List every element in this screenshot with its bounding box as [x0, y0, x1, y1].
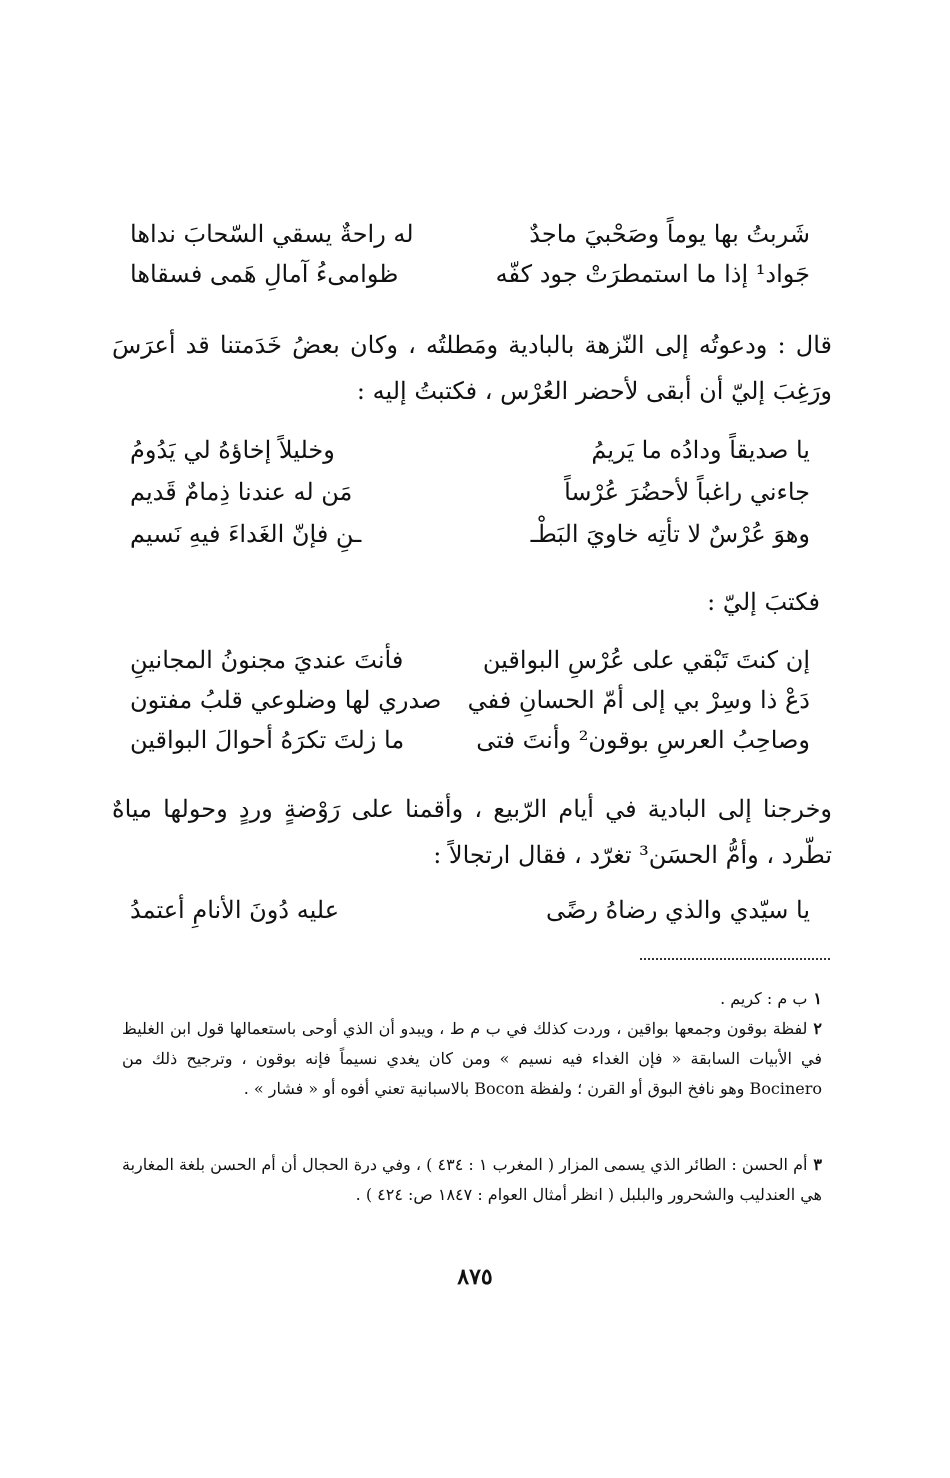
- verse-first-hemistich: إن كنتَ تَبْقي على عُرْسِ البواقين: [482, 646, 810, 674]
- verse-first-hemistich: جَواد¹ إذا ما استمطرَتْ جود كفّه: [495, 260, 810, 288]
- verse-second-hemistich: له راحةٌ يسقي السّحابَ نداها: [130, 220, 414, 248]
- footnote-text: لفظة بوقون وجمعها بواقين ، وردت كذلك في ب م ط ، ويبدو أن الذي أوحى باستعمالها قول ابن الغليظ في الأبيات السابقة « فإن الغداء فيه نسيم » ومن كان يغدي نسيماً فإنه بوقون ، وترجيح ذلك من Bocinero وهو نافخ البوق أو القرن ؛ ولفظة Bocon بالاسبانية تعني أفوه أو « فشار » .: [122, 1019, 822, 1098]
- verse-first-hemistich: وهوَ عُرْسٌ لا تأتِه خاويَ البَطْـ: [530, 520, 810, 548]
- prose-paragraph: قال : ودعوتُه إلى النّزهة بالبادية ومَطلتُه ، وكان بعضُ خَدَمتنا قد أعرَسَ ورَغِبَ إليّ أن أبقى لأحضر العُرْس ، فكتبتُ إليه :: [112, 331, 832, 405]
- verse-line: [130, 514, 810, 554]
- verse-first-hemistich: دَعْ ذا وسِرْ بي إلى أمّ الحسانِ ففي: [467, 686, 810, 714]
- footnote-number: ٣: [813, 1155, 823, 1174]
- verse-line: [130, 720, 810, 760]
- footnote-text: أم الحسن : الطائر الذي يسمى المزار ( المغرب ١ : ٤٣٤ ) ، وفي درة الحجال أن أم الحسن بلغة المغاربة هي العندليب والشحرور والبلبل ( انظر أمثال العوام : ١٨٤٧ ص: ٤٢٤ ) .: [122, 1155, 822, 1204]
- verse-second-hemistich: ـنِ فإنّ الغَداءَ فيهِ نَسيم: [130, 520, 362, 548]
- verse-line: [130, 254, 810, 294]
- verse-line: [130, 640, 810, 680]
- verse-line: [130, 430, 810, 470]
- prose-paragraph: وخرجنا إلى البادية في أيام الرّبيع ، وأقمنا على رَوْضةٍ وردٍ وحولها مياهٌ تطّرد ، وأمُّ الحسَن³ تغرّد ، فقال ارتجالاً :: [112, 795, 832, 869]
- verse-line: [130, 472, 810, 512]
- page-number: ٨٧٥: [457, 1264, 493, 1290]
- verse-second-hemistich: عليه دُونَ الأنامِ أعتمدُ: [130, 896, 340, 924]
- verse-first-hemistich: شَربتُ بها يوماً وصَحْبيَ ماجدٌ: [529, 220, 810, 248]
- verse-first-hemistich: وصاحِبُ العرسِ بوقون² وأنتَ فتى: [476, 726, 810, 754]
- footnote: [122, 1150, 822, 1210]
- footnote-number: ٢: [813, 1019, 822, 1038]
- verse-line: [130, 680, 810, 720]
- verse-first-hemistich: يا صديقاً ودادُه ما يَريمُ: [591, 436, 810, 464]
- footnote: [122, 1014, 822, 1104]
- verse-second-hemistich: فأنتَ عنديَ مجنونُ المجانينِ: [130, 646, 404, 674]
- verse-first-hemistich: يا سيّدي والذي رضاهُ رضًى: [545, 896, 810, 924]
- footnote: [122, 984, 822, 1014]
- footnote-number: ١: [813, 989, 822, 1008]
- verse-second-hemistich: مَن له عندنا ذِمامٌ قَديم: [130, 478, 353, 506]
- footnote-text: ب م : كريم .: [720, 989, 808, 1008]
- verse-second-hemistich: ما زلتَ تكرَهُ أحوالَ البواقين: [130, 726, 405, 754]
- verse-line: [130, 890, 810, 930]
- section-heading: فكتبَ إليّ :: [707, 588, 820, 616]
- verse-line: [130, 214, 810, 254]
- verse-second-hemistich: ظوامىءُ آمالِ هَمى فسقاها: [130, 260, 399, 288]
- verse-first-hemistich: جاءني راغباً لأحضُرَ عُرْساً: [564, 478, 810, 506]
- verse-second-hemistich: وخليلاً إخاؤهُ لي يَدُومُ: [130, 436, 335, 464]
- verse-second-hemistich: صدري لها وضلوعي قلبُ مفتون: [130, 686, 442, 714]
- footnote-separator: [640, 958, 830, 960]
